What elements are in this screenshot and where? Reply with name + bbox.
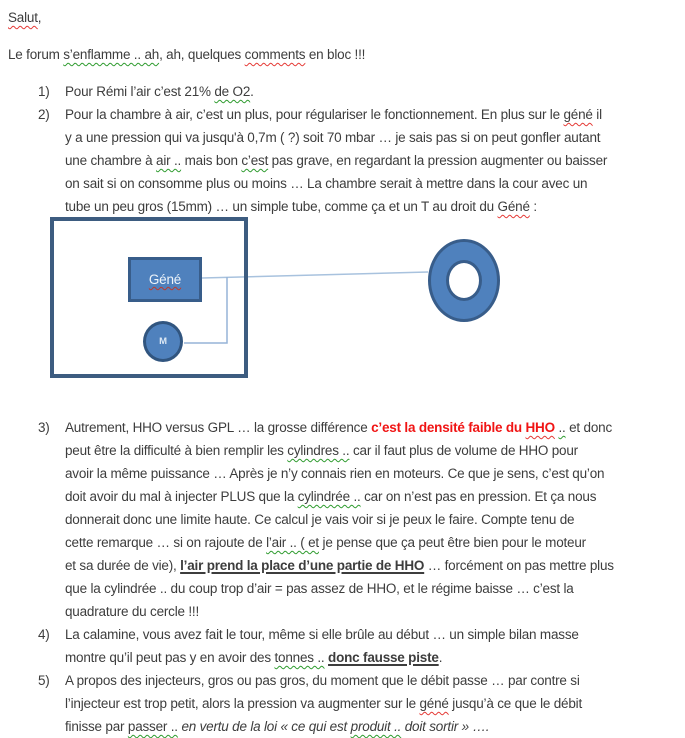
text-segment: que la cylindrée .. du coup trop d’air = pas assez de HHO, et le régime baisse … c’est la <box>65 581 574 596</box>
text-segment: s’enflamme .. ah <box>63 47 160 62</box>
text-line <box>65 623 579 646</box>
text-segment: donc fausse piste <box>328 650 439 665</box>
text-segment: une chambre à <box>65 153 157 168</box>
list-item-1 <box>0 80 685 103</box>
text-segment: tube un peu gros (15mm) … un simple tube, comme ça et un T au droit du <box>65 199 498 214</box>
list-item-2 <box>0 103 685 218</box>
text-segment: .. <box>558 420 566 435</box>
text-segment: produit .. <box>350 719 402 734</box>
text-segment: pas grave, en regardant la pression augmenter ou baisser <box>268 153 608 168</box>
list-item-1-text <box>65 80 254 103</box>
text-line <box>65 126 607 149</box>
text-segment: car on n’est pas en pression. Et ça nous <box>360 489 597 504</box>
text-segment: et sa durée de vie), <box>65 558 181 573</box>
motor-label: M <box>159 336 167 347</box>
text-segment: avoir la même puissance … Après je n’y connais rien en moteurs. Ce que je sens, c’est qu’on <box>65 466 605 481</box>
text-line <box>65 195 607 218</box>
text-segment: , ah, quelques <box>159 47 245 62</box>
text-segment: doit sortir » <box>401 719 473 734</box>
text-line <box>65 149 607 172</box>
text-line <box>65 577 614 600</box>
text-line <box>65 715 582 738</box>
generator-box <box>128 257 202 302</box>
list-item-5 <box>0 669 685 738</box>
enclosure-rectangle <box>50 217 248 378</box>
text-segment: tonnes .. <box>274 650 325 665</box>
list-items-3-5 <box>0 416 685 738</box>
text-segment: y a une pression qui va jusqu'à 0,7m ( ?) soit 70 mbar … je sais pas si on peut gonfler autant <box>65 130 601 145</box>
text-segment: l’air prend la place d’une partie de HHO <box>180 558 425 573</box>
text-line <box>65 600 614 623</box>
text-segment: c’est la densité faible du <box>371 420 526 435</box>
text-segment: on sait si on consomme plus ou moins … La chambre serait à mettre dans la cour avec un <box>65 176 588 191</box>
text-segment: …. <box>472 719 490 734</box>
text-line <box>65 416 614 439</box>
text-segment: Salut <box>8 10 38 25</box>
text-line <box>65 692 582 715</box>
text-segment: je pense que ça peut être bien pour le moteur <box>318 535 586 550</box>
text-segment: Le forum <box>8 47 64 62</box>
text-line <box>65 554 614 577</box>
text-segment: finisse par <box>65 719 128 734</box>
text-segment: jusqu’à ce que le débit <box>448 696 583 711</box>
text-segment: quadrature du cercle !!! <box>65 604 200 619</box>
greeting-line <box>8 6 41 29</box>
text-segment: Géné <box>497 199 530 214</box>
text-segment: mais bon <box>181 153 242 168</box>
text-segment: c’est <box>241 153 269 168</box>
generator-label: Géné <box>148 272 182 287</box>
text-segment: il <box>592 107 602 122</box>
text-segment: comments <box>244 47 306 62</box>
text-line <box>65 80 254 103</box>
list-number-5: 5) <box>38 673 50 688</box>
text-line <box>65 508 614 531</box>
text-line <box>65 485 614 508</box>
text-segment: cette remarque … si on rajoute de <box>65 535 267 550</box>
text-segment: car il faut plus de volume de HHO pour <box>349 443 578 458</box>
text-line <box>65 439 614 462</box>
text-segment: air .. <box>156 153 182 168</box>
list-item-2-text <box>65 103 607 218</box>
text-segment: Pour la chambre à air, c’est un plus, pour régulariser le fonctionnement. En plus sur le <box>65 107 564 122</box>
text-segment: … forcément on pas mettre plus <box>424 558 614 573</box>
text-segment: donnerait donc une limite haute. Ce calcul je vais voir si je peux le faire. Compte tenu de <box>65 512 575 527</box>
text-segment: géné <box>563 107 593 122</box>
text-segment: . <box>438 650 443 665</box>
list-number-3: 3) <box>38 420 50 435</box>
text-line <box>65 103 607 126</box>
text-segment: l’air .. ( et <box>266 535 319 550</box>
text-segment: géné <box>419 696 449 711</box>
tube-ring-hole <box>446 260 482 301</box>
text-segment: et donc <box>565 420 613 435</box>
motor-circle <box>143 321 183 362</box>
list-item-4-text <box>65 623 579 669</box>
text-line <box>65 646 579 669</box>
text-segment: passer .. <box>127 719 178 734</box>
text-line <box>8 6 41 29</box>
list-number-2: 2) <box>38 107 50 122</box>
text-segment: peut être la difficulté à bien remplir les <box>65 443 288 458</box>
text-segment: , <box>37 10 42 25</box>
text-segment: A propos des injecteurs, gros ou pas gros, du moment que le débit passe … par contre si <box>65 673 580 688</box>
text-segment: cylindres .. <box>287 443 350 458</box>
text-segment: La calamine, vous avez fait le tour, même si elle brûle au début … un simple bilan masse <box>65 627 579 642</box>
list-item-5-text <box>65 669 582 738</box>
text-segment: . <box>250 84 254 99</box>
text-line <box>65 462 614 485</box>
list-item-3 <box>0 416 685 623</box>
list-items-1-2 <box>0 80 685 218</box>
text-segment: Autrement, HHO versus GPL … la grosse différence <box>65 420 372 435</box>
text-line <box>8 43 365 66</box>
text-segment: : <box>529 199 537 214</box>
text-segment: en bloc !!! <box>305 47 366 62</box>
text-segment: de O2 <box>214 84 251 99</box>
list-item-4 <box>0 623 685 669</box>
list-number-1: 1) <box>38 84 50 99</box>
list-item-3-text <box>65 416 614 623</box>
tube-ring-shape <box>428 239 500 322</box>
text-line <box>65 172 607 195</box>
text-segment: montre qu’il peut pas y en avoir des <box>65 650 275 665</box>
text-segment: l’injecteur est trop petit, alors la pression va augmenter sur le <box>65 696 420 711</box>
text-line <box>65 669 582 692</box>
text-segment: Pour Rémi l’air c’est 21% <box>65 84 215 99</box>
text-segment: HHO <box>525 420 555 435</box>
text-segment: doit avoir du mal à injecter PLUS que la <box>65 489 298 504</box>
text-segment: cylindrée .. <box>297 489 361 504</box>
text-line <box>65 531 614 554</box>
list-number-4: 4) <box>38 627 50 642</box>
intro-line <box>8 43 365 66</box>
text-segment: en vertu de la loi « ce qui est <box>181 719 351 734</box>
